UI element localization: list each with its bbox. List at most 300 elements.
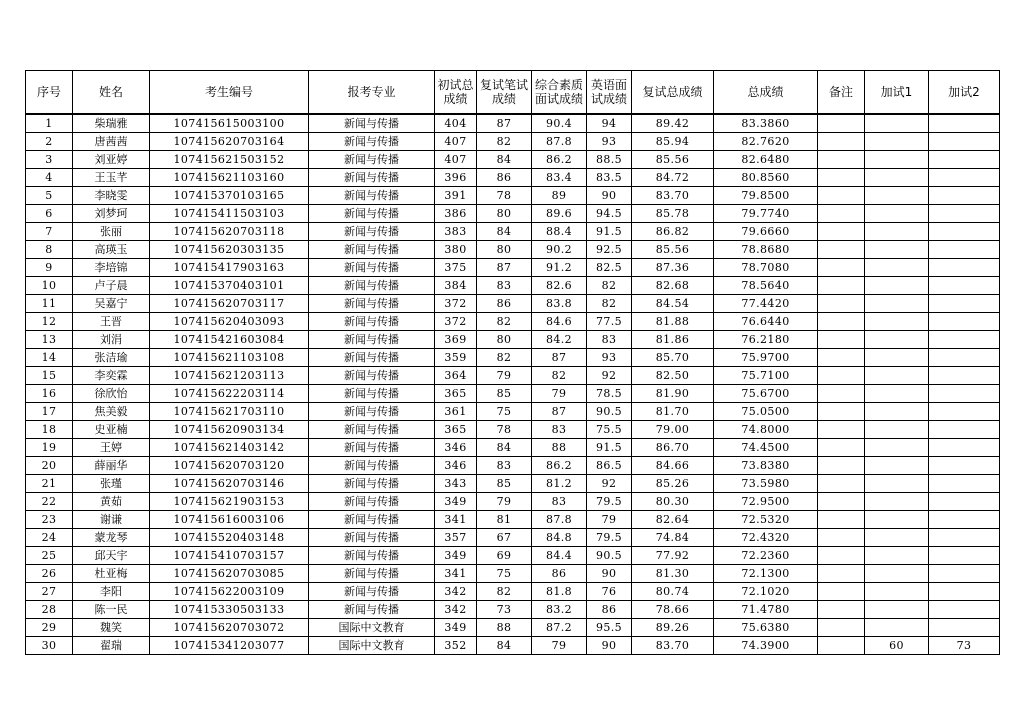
name-cell: 唐茜茜 (73, 133, 150, 151)
english-score-cell: 92.5 (587, 241, 632, 259)
header-cell: 初试总成绩 (435, 71, 477, 115)
prelim-score-cell: 407 (435, 151, 477, 169)
major-cell: 新闻与传播 (309, 133, 435, 151)
prelim-score-cell: 341 (435, 565, 477, 583)
prelim-score-cell: 365 (435, 421, 477, 439)
retest-total-cell: 86.70 (632, 439, 714, 457)
prelim-score-cell: 357 (435, 529, 477, 547)
table-row (26, 421, 1000, 439)
prelim-score-cell: 365 (435, 385, 477, 403)
extra-test-2-cell (929, 223, 1000, 241)
english-score-cell: 82.5 (587, 259, 632, 277)
interview-score-cell: 79 (532, 385, 587, 403)
major-cell: 新闻与传播 (309, 169, 435, 187)
retest-total-cell: 83.70 (632, 637, 714, 655)
retest-total-cell: 89.26 (632, 619, 714, 637)
extra-test-2-cell (929, 439, 1000, 457)
header-cell: 姓名 (73, 71, 150, 115)
name-cell: 谢谦 (73, 511, 150, 529)
english-score-cell: 78.5 (587, 385, 632, 403)
total-score-cell: 72.4320 (714, 529, 818, 547)
header-cell: 备注 (818, 71, 865, 115)
major-cell: 新闻与传播 (309, 511, 435, 529)
retest-total-cell: 80.30 (632, 493, 714, 511)
total-score-cell: 79.8500 (714, 187, 818, 205)
major-cell: 新闻与传播 (309, 295, 435, 313)
total-score-cell: 71.4780 (714, 601, 818, 619)
english-score-cell: 86 (587, 601, 632, 619)
english-score-cell: 94 (587, 114, 632, 133)
exam-id-cell: 107415520403148 (150, 529, 309, 547)
header-cell: 加试2 (929, 71, 1000, 115)
header-cell: 加试1 (865, 71, 929, 115)
remark-cell (818, 493, 865, 511)
exam-id-cell: 107415417903163 (150, 259, 309, 277)
interview-score-cell: 84.4 (532, 547, 587, 565)
major-cell: 新闻与传播 (309, 205, 435, 223)
prelim-score-cell: 341 (435, 511, 477, 529)
major-cell: 国际中文教育 (309, 637, 435, 655)
total-score-cell: 72.1300 (714, 565, 818, 583)
interview-score-cell: 89 (532, 187, 587, 205)
english-score-cell: 79.5 (587, 493, 632, 511)
extra-test-2-cell (929, 114, 1000, 133)
major-cell: 新闻与传播 (309, 349, 435, 367)
interview-score-cell: 90.4 (532, 114, 587, 133)
table-row (26, 349, 1000, 367)
remark-cell (818, 547, 865, 565)
major-cell: 新闻与传播 (309, 187, 435, 205)
extra-test-2-cell (929, 151, 1000, 169)
table-row (26, 601, 1000, 619)
name-cell: 张瑾 (73, 475, 150, 493)
exam-id-cell: 107415622003109 (150, 583, 309, 601)
major-cell: 新闻与传播 (309, 241, 435, 259)
table-row (26, 187, 1000, 205)
total-score-cell: 79.7740 (714, 205, 818, 223)
remark-cell (818, 403, 865, 421)
major-cell: 新闻与传播 (309, 421, 435, 439)
table-row (26, 385, 1000, 403)
extra-test-2-cell (929, 565, 1000, 583)
interview-score-cell: 83.4 (532, 169, 587, 187)
major-cell: 新闻与传播 (309, 529, 435, 547)
table-row (26, 511, 1000, 529)
extra-test-1-cell (865, 457, 929, 475)
extra-test-2-cell (929, 277, 1000, 295)
name-cell: 王玉芊 (73, 169, 150, 187)
written-score-cell: 83 (477, 277, 532, 295)
table-row (26, 169, 1000, 187)
prelim-score-cell: 404 (435, 114, 477, 133)
retest-total-cell: 82.64 (632, 511, 714, 529)
written-score-cell: 86 (477, 169, 532, 187)
remark-cell (818, 331, 865, 349)
remark-cell (818, 187, 865, 205)
retest-total-cell: 85.70 (632, 349, 714, 367)
retest-total-cell: 84.72 (632, 169, 714, 187)
prelim-score-cell: 342 (435, 583, 477, 601)
prelim-score-cell: 342 (435, 601, 477, 619)
written-score-cell: 73 (477, 601, 532, 619)
row-index-cell: 24 (26, 529, 73, 547)
row-index-cell: 2 (26, 133, 73, 151)
prelim-score-cell: 386 (435, 205, 477, 223)
major-cell: 新闻与传播 (309, 457, 435, 475)
extra-test-2-cell (929, 259, 1000, 277)
interview-score-cell: 87 (532, 403, 587, 421)
name-cell: 王婷 (73, 439, 150, 457)
prelim-score-cell: 364 (435, 367, 477, 385)
remark-cell (818, 637, 865, 655)
total-score-cell: 74.8000 (714, 421, 818, 439)
interview-score-cell: 83 (532, 493, 587, 511)
exam-id-cell: 107415620703072 (150, 619, 309, 637)
table-row (26, 151, 1000, 169)
prelim-score-cell: 372 (435, 295, 477, 313)
written-score-cell: 78 (477, 187, 532, 205)
header-cell: 复试总成绩 (632, 71, 714, 115)
english-score-cell: 82 (587, 277, 632, 295)
total-score-cell: 76.2180 (714, 331, 818, 349)
written-score-cell: 79 (477, 367, 532, 385)
retest-total-cell: 77.92 (632, 547, 714, 565)
table-row (26, 205, 1000, 223)
table-row (26, 583, 1000, 601)
major-cell: 新闻与传播 (309, 367, 435, 385)
total-score-cell: 74.3900 (714, 637, 818, 655)
extra-test-2-cell (929, 511, 1000, 529)
retest-total-cell: 86.82 (632, 223, 714, 241)
major-cell: 新闻与传播 (309, 313, 435, 331)
exam-id-cell: 107415620703120 (150, 457, 309, 475)
name-cell: 吴嘉宁 (73, 295, 150, 313)
exam-id-cell: 107415421603084 (150, 331, 309, 349)
name-cell: 卢子晨 (73, 277, 150, 295)
english-score-cell: 95.5 (587, 619, 632, 637)
major-cell: 新闻与传播 (309, 114, 435, 133)
english-score-cell: 79.5 (587, 529, 632, 547)
major-cell: 新闻与传播 (309, 439, 435, 457)
english-score-cell: 90 (587, 187, 632, 205)
row-index-cell: 27 (26, 583, 73, 601)
written-score-cell: 88 (477, 619, 532, 637)
interview-score-cell: 89.6 (532, 205, 587, 223)
row-index-cell: 26 (26, 565, 73, 583)
major-cell: 新闻与传播 (309, 493, 435, 511)
total-score-cell: 75.9700 (714, 349, 818, 367)
name-cell: 王晋 (73, 313, 150, 331)
prelim-score-cell: 372 (435, 313, 477, 331)
english-score-cell: 93 (587, 349, 632, 367)
written-score-cell: 75 (477, 565, 532, 583)
name-cell: 陈一民 (73, 601, 150, 619)
interview-score-cell: 84.2 (532, 331, 587, 349)
table-row (26, 133, 1000, 151)
english-score-cell: 90 (587, 565, 632, 583)
extra-test-1-cell (865, 619, 929, 637)
remark-cell (818, 421, 865, 439)
table-row (26, 547, 1000, 565)
english-score-cell: 93 (587, 133, 632, 151)
header-cell: 英语面试成绩 (587, 71, 632, 115)
row-index-cell: 25 (26, 547, 73, 565)
name-cell: 史亚楠 (73, 421, 150, 439)
written-score-cell: 81 (477, 511, 532, 529)
remark-cell (818, 295, 865, 313)
english-score-cell: 90.5 (587, 547, 632, 565)
interview-score-cell: 87 (532, 349, 587, 367)
interview-score-cell: 79 (532, 637, 587, 655)
total-score-cell: 82.6480 (714, 151, 818, 169)
extra-test-1-cell (865, 565, 929, 583)
remark-cell (818, 457, 865, 475)
prelim-score-cell: 349 (435, 493, 477, 511)
total-score-cell: 73.8380 (714, 457, 818, 475)
major-cell: 新闻与传播 (309, 331, 435, 349)
name-cell: 李晓雯 (73, 187, 150, 205)
row-index-cell: 16 (26, 385, 73, 403)
prelim-score-cell: 359 (435, 349, 477, 367)
retest-total-cell: 81.30 (632, 565, 714, 583)
english-score-cell: 76 (587, 583, 632, 601)
extra-test-2-cell (929, 133, 1000, 151)
row-index-cell: 17 (26, 403, 73, 421)
name-cell: 黄茹 (73, 493, 150, 511)
extra-test-2-cell (929, 493, 1000, 511)
header-cell: 复试笔试成绩 (477, 71, 532, 115)
retest-total-cell: 81.70 (632, 403, 714, 421)
extra-test-1-cell (865, 439, 929, 457)
written-score-cell: 84 (477, 637, 532, 655)
prelim-score-cell: 349 (435, 619, 477, 637)
total-score-cell: 78.8680 (714, 241, 818, 259)
extra-test-2-cell (929, 457, 1000, 475)
exam-id-cell: 107415620303135 (150, 241, 309, 259)
retest-total-cell: 83.70 (632, 187, 714, 205)
remark-cell (818, 169, 865, 187)
extra-test-1-cell (865, 277, 929, 295)
extra-test-2-cell (929, 241, 1000, 259)
score-table (25, 70, 1000, 655)
total-score-cell: 82.7620 (714, 133, 818, 151)
remark-cell (818, 565, 865, 583)
extra-test-1-cell (865, 475, 929, 493)
extra-test-1-cell (865, 511, 929, 529)
exam-id-cell: 107415620703146 (150, 475, 309, 493)
retest-total-cell: 85.56 (632, 241, 714, 259)
extra-test-1-cell (865, 529, 929, 547)
retest-total-cell: 74.84 (632, 529, 714, 547)
row-index-cell: 28 (26, 601, 73, 619)
extra-test-2-cell (929, 367, 1000, 385)
exam-id-cell: 107415621203113 (150, 367, 309, 385)
extra-test-1-cell (865, 133, 929, 151)
retest-total-cell: 85.56 (632, 151, 714, 169)
major-cell: 新闻与传播 (309, 583, 435, 601)
written-score-cell: 82 (477, 313, 532, 331)
english-score-cell: 86.5 (587, 457, 632, 475)
exam-id-cell: 107415620703085 (150, 565, 309, 583)
total-score-cell: 72.2360 (714, 547, 818, 565)
extra-test-1-cell (865, 583, 929, 601)
extra-test-1-cell (865, 331, 929, 349)
name-cell: 焦美毅 (73, 403, 150, 421)
extra-test-1-cell (865, 169, 929, 187)
written-score-cell: 85 (477, 475, 532, 493)
extra-test-2-cell (929, 529, 1000, 547)
total-score-cell: 75.7100 (714, 367, 818, 385)
name-cell: 张洁瑜 (73, 349, 150, 367)
row-index-cell: 10 (26, 277, 73, 295)
row-index-cell: 30 (26, 637, 73, 655)
table-row (26, 565, 1000, 583)
header-cell: 综合素质面试成绩 (532, 71, 587, 115)
prelim-score-cell: 343 (435, 475, 477, 493)
interview-score-cell: 91.2 (532, 259, 587, 277)
total-score-cell: 78.5640 (714, 277, 818, 295)
major-cell: 新闻与传播 (309, 475, 435, 493)
name-cell: 翟瑞 (73, 637, 150, 655)
remark-cell (818, 529, 865, 547)
exam-id-cell: 107415621103160 (150, 169, 309, 187)
major-cell: 新闻与传播 (309, 223, 435, 241)
english-score-cell: 82 (587, 295, 632, 313)
total-score-cell: 72.9500 (714, 493, 818, 511)
english-score-cell: 90.5 (587, 403, 632, 421)
remark-cell (818, 205, 865, 223)
exam-id-cell: 107415620703164 (150, 133, 309, 151)
header-cell: 考生编号 (150, 71, 309, 115)
remark-cell (818, 151, 865, 169)
row-index-cell: 14 (26, 349, 73, 367)
name-cell: 魏笑 (73, 619, 150, 637)
extra-test-1-cell (865, 421, 929, 439)
written-score-cell: 80 (477, 241, 532, 259)
written-score-cell: 84 (477, 223, 532, 241)
total-score-cell: 79.6660 (714, 223, 818, 241)
interview-score-cell: 84.6 (532, 313, 587, 331)
retest-total-cell: 82.50 (632, 367, 714, 385)
interview-score-cell: 83.2 (532, 601, 587, 619)
english-score-cell: 92 (587, 475, 632, 493)
extra-test-1-cell (865, 313, 929, 331)
table-row (26, 277, 1000, 295)
written-score-cell: 87 (477, 114, 532, 133)
remark-cell (818, 277, 865, 295)
extra-test-2-cell (929, 349, 1000, 367)
written-score-cell: 80 (477, 205, 532, 223)
remark-cell (818, 223, 865, 241)
row-index-cell: 15 (26, 367, 73, 385)
exam-id-cell: 107415620703118 (150, 223, 309, 241)
remark-cell (818, 601, 865, 619)
interview-score-cell: 87.2 (532, 619, 587, 637)
exam-id-cell: 107415370403101 (150, 277, 309, 295)
table-row (26, 331, 1000, 349)
retest-total-cell: 84.66 (632, 457, 714, 475)
english-score-cell: 83 (587, 331, 632, 349)
english-score-cell: 77.5 (587, 313, 632, 331)
name-cell: 高瑛玉 (73, 241, 150, 259)
extra-test-2-cell (929, 295, 1000, 313)
table-row (26, 457, 1000, 475)
written-score-cell: 82 (477, 349, 532, 367)
english-score-cell: 94.5 (587, 205, 632, 223)
extra-test-1-cell (865, 241, 929, 259)
retest-total-cell: 85.78 (632, 205, 714, 223)
prelim-score-cell: 383 (435, 223, 477, 241)
remark-cell (818, 259, 865, 277)
major-cell: 新闻与传播 (309, 151, 435, 169)
exam-id-cell: 107415616003106 (150, 511, 309, 529)
prelim-score-cell: 407 (435, 133, 477, 151)
interview-score-cell: 84.8 (532, 529, 587, 547)
name-cell: 刘涓 (73, 331, 150, 349)
extra-test-1-cell (865, 601, 929, 619)
english-score-cell: 91.5 (587, 439, 632, 457)
retest-total-cell: 85.26 (632, 475, 714, 493)
english-score-cell: 91.5 (587, 223, 632, 241)
major-cell: 新闻与传播 (309, 385, 435, 403)
extra-test-2-cell (929, 475, 1000, 493)
table-row (26, 259, 1000, 277)
extra-test-1-cell (865, 367, 929, 385)
exam-id-cell: 107415620403093 (150, 313, 309, 331)
extra-test-2-cell (929, 205, 1000, 223)
retest-total-cell: 87.36 (632, 259, 714, 277)
table-row (26, 295, 1000, 313)
interview-score-cell: 86 (532, 565, 587, 583)
name-cell: 刘亚婷 (73, 151, 150, 169)
name-cell: 徐欣怡 (73, 385, 150, 403)
remark-cell (818, 313, 865, 331)
extra-test-2-cell (929, 403, 1000, 421)
written-score-cell: 86 (477, 295, 532, 313)
retest-total-cell: 79.00 (632, 421, 714, 439)
interview-score-cell: 90.2 (532, 241, 587, 259)
row-index-cell: 29 (26, 619, 73, 637)
major-cell: 新闻与传播 (309, 565, 435, 583)
name-cell: 李培锦 (73, 259, 150, 277)
written-score-cell: 79 (477, 493, 532, 511)
interview-score-cell: 87.8 (532, 511, 587, 529)
major-cell: 新闻与传播 (309, 259, 435, 277)
retest-total-cell: 82.68 (632, 277, 714, 295)
extra-test-1-cell (865, 187, 929, 205)
name-cell: 张丽 (73, 223, 150, 241)
extra-test-1-cell (865, 385, 929, 403)
retest-total-cell: 84.54 (632, 295, 714, 313)
extra-test-1-cell (865, 259, 929, 277)
remark-cell (818, 385, 865, 403)
total-score-cell: 72.5320 (714, 511, 818, 529)
row-index-cell: 23 (26, 511, 73, 529)
table-row (26, 114, 1000, 133)
prelim-score-cell: 349 (435, 547, 477, 565)
written-score-cell: 78 (477, 421, 532, 439)
row-index-cell: 18 (26, 421, 73, 439)
written-score-cell: 67 (477, 529, 532, 547)
table-body (26, 114, 1000, 655)
written-score-cell: 84 (477, 151, 532, 169)
prelim-score-cell: 396 (435, 169, 477, 187)
extra-test-1-cell (865, 205, 929, 223)
row-index-cell: 22 (26, 493, 73, 511)
exam-id-cell: 107415621403142 (150, 439, 309, 457)
prelim-score-cell: 384 (435, 277, 477, 295)
extra-test-2-cell (929, 385, 1000, 403)
